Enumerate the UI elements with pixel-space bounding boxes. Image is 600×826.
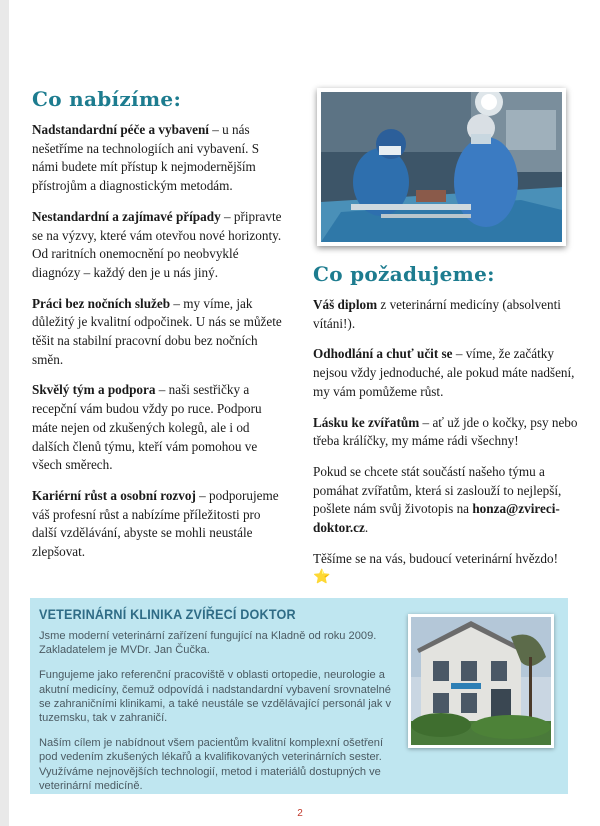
requirements-heading: Co požadujeme:: [313, 262, 495, 286]
offer-item-title: Nadstandardní péče a vybavení: [32, 122, 209, 137]
clinic-info-paragraph: Jsme moderní veterinární zařízení fungující na Kladně od roku 2009. Zakladatelem je MVDr. Jan Čučka.: [39, 630, 377, 657]
clinic-building-image: [411, 617, 551, 745]
requirements-section: [313, 262, 578, 600]
surgery-photo: [317, 88, 566, 246]
offer-item-title: Práci bez nočních služeb: [32, 295, 171, 311]
clinic-info-paragraph: Naším cílem je nabídnout všem pacientům kvalitní komplexní ošetření pod vedením zkušených lékařů a kvalifikovaných veterinárních sester. Využíváme nejnovějších technologií, metod i materiálů dostupných ve veterinární medicíně.: [39, 737, 384, 792]
contact-end: .: [364, 520, 369, 536]
offer-item-text: – my víme, jak důležitý je kvalitní odpočinek. U nás se můžete těšit na stabilní pracovní dobu bez nočních směn.: [32, 295, 282, 367]
contact-text: Pokud se chcete stát součástí našeho týmu a pomáhat zvířatům, která si zaslouží to nejlepší, pošlete nám svůj životopis na: [313, 463, 562, 517]
requirement-item-title: Lásku ke zvířatům: [313, 414, 420, 430]
offer-item: [32, 295, 288, 370]
offer-item-title: Nestandardní a zajímavé případy: [32, 208, 221, 224]
offer-item: [32, 487, 288, 562]
clinic-info-box: [30, 598, 568, 794]
requirement-item-text: z veterinární medicíny (absolventi vítáni!).: [313, 297, 561, 331]
surgery-photo-image: [321, 92, 562, 242]
requirement-item: [313, 414, 578, 451]
requirement-item-title: Odhodlání a chuť učit se: [313, 346, 453, 362]
star-icon: ⭐: [313, 570, 331, 586]
offer-heading: Co nabízíme:: [32, 87, 182, 111]
offer-item-text: – připravte se na výzvy, které vám otevřou nové horizonty. Od raritních onemocnění po neobvyklé diagnózy – každý den je u nás jiný.: [32, 208, 282, 280]
offer-item-text: – u nás nešetříme na technologiích ani vybavení. S námi budete mít přístup k nejmodernějším přístrojům a diagnostickým metodám.: [32, 122, 260, 194]
offer-item-text: – naši sestřičky a recepční vám budou vždy po ruce. Podporu máte nejen od zkušených kolegů, ale i od dalších členů týmu, kteří vám pomohou ve všech směrech.: [32, 382, 262, 473]
clinic-info-title: VETERINÁRNÍ KLINIKA ZVÍŘECÍ DOKTOR: [39, 606, 296, 622]
contact-email[interactable]: honza@zvireci-doktor.cz: [313, 501, 560, 536]
offer-item: [32, 208, 288, 283]
closing-text: Těšíme se na vás, budoucí veterinární hvězdo!: [313, 550, 558, 566]
requirement-item-text: – ať už jde o kočky, psy nebo třeba králíčky, my máme rádi všechny!: [313, 414, 578, 449]
offer-section: [32, 87, 288, 574]
page-number: 2: [297, 808, 303, 819]
requirement-item-text: – víme, že začátky nejsou vždy jednoduché, ale pokud máte nadšení, my vám pomůžeme růst.: [313, 346, 575, 399]
page-edge-strip: [0, 0, 9, 826]
clinic-info-paragraph: Fungujeme jako referenční pracoviště v oblasti ortopedie, neurologie a akutní medicíny, čemuž odpovídá i nadstandardní vybavení srovnatelné se zahraničními klinikami, a také neustále se vzdělávající personál jak v tuzemsku, tak v zahraničí.: [39, 669, 392, 725]
closing-paragraph: [313, 550, 578, 588]
contact-paragraph: [313, 463, 578, 538]
requirement-item: [313, 296, 578, 333]
requirement-item: [313, 345, 578, 401]
offer-item-title: Skvělý tým a podpora: [32, 382, 156, 398]
offer-item: [32, 381, 288, 475]
offer-item: [32, 121, 288, 196]
requirement-item-title: Váš diplom: [313, 297, 378, 312]
offer-item-text: – podporujeme váš profesní růst a nabízíme příležitosti pro další vzdělávání, abyste se mohli neustále zlepšovat.: [32, 487, 279, 560]
clinic-building-photo: [408, 614, 554, 748]
offer-item-title: Kariérní růst a osobní rozvoj: [32, 487, 196, 503]
clinic-info-text: [39, 606, 399, 804]
